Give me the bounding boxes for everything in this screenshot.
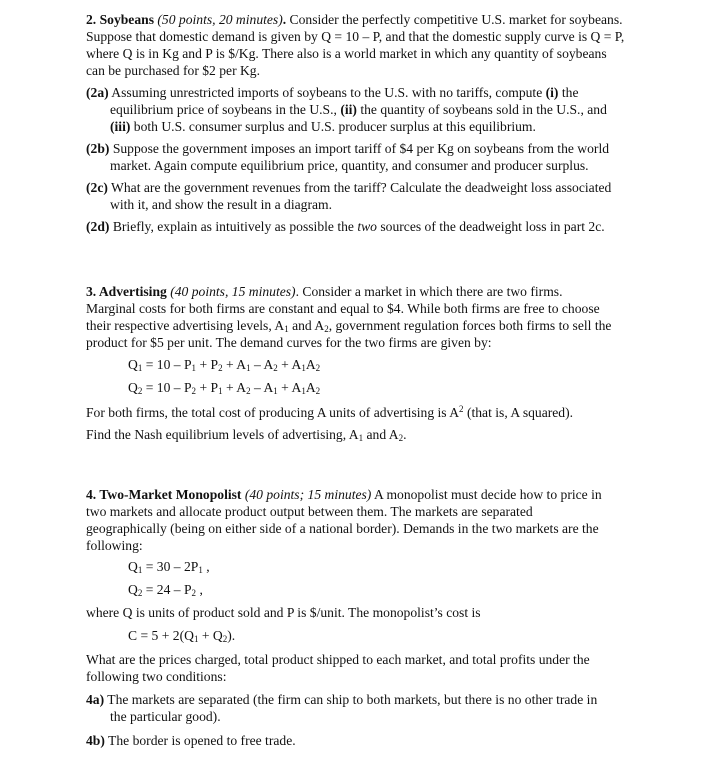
text-run: , government regulation forces both firms to sell the [328,318,612,333]
text-line [86,691,597,708]
text-line [86,486,602,503]
text-line [86,62,260,79]
text-line [110,157,589,174]
text-run: the quantity of soybeans sold in the U.S., and [356,102,607,117]
text-run: 1 [137,363,143,373]
text-run: 2 [398,433,404,443]
text-run: 1 [301,386,306,396]
text-run: Find the Nash equilibrium levels of advertising, A [86,427,359,442]
text-line [128,379,320,400]
text-run: 3. Advertising [86,284,171,299]
text-line [110,708,221,725]
text-run: + A [277,357,302,372]
text-line [128,627,235,648]
text-run: , [196,582,203,597]
text-line [128,581,203,602]
text-run: 1 [358,433,364,443]
text-run: 2 [315,363,321,373]
text-run: Q [128,357,138,372]
text-run: Q [128,582,138,597]
text-run: 2 [218,363,223,373]
text-run: market. Again compute equilibrium price, quantity, and consumer and producer surplus. [110,158,589,173]
text-line [86,140,609,157]
text-run: (iii) [110,119,131,134]
text-run: – A [250,357,274,372]
text-run: two markets and allocate product output between them. The markets are separated [86,504,533,519]
text-run: + A [222,357,247,372]
text-run: 1 [198,565,203,575]
text-line [86,84,578,101]
text-line [128,356,320,377]
text-line [86,401,573,421]
text-run: (that is, A squared). [463,405,574,420]
text-run: 2 [459,404,464,414]
text-run: C = 5 + 2(Q [128,628,194,643]
text-run: both U.S. consumer surplus and U.S. producer surplus at this equilibrium. [130,119,536,134]
text-run: = 30 – 2P [142,559,199,574]
text-line [86,283,562,300]
text-run: Assuming unrestricted imports of soybeans to the U.S. with no tariffs, compute [108,85,546,100]
text-line [86,537,143,554]
text-line [86,426,407,447]
text-run: Suppose the government imposes an import tariff of $4 per Kg on soybeans from the world [109,141,610,156]
text-run: . [282,12,287,27]
text-line [86,604,481,621]
text-line [110,101,607,118]
text-line [86,11,623,28]
text-run: 2 [222,634,228,644]
text-run: The markets are separated (the firm can ship to both markets, but there is no other trade in [104,692,598,707]
text-line [86,732,296,749]
text-run: Q [128,380,138,395]
text-run: (40 points, 15 minutes) [170,284,296,299]
text-line [110,196,332,213]
text-run: . [403,427,407,442]
text-run: where Q is in Kg and P is $/Kg. There also is a world market in which any quantity of soybeans [86,46,607,61]
text-run: 2 [324,324,329,334]
text-run: + P [196,357,219,372]
text-run: = 10 – P [142,380,192,395]
text-run: . Consider a market in which there are two firms. [295,284,563,299]
text-line [86,179,611,196]
text-run: 4b) [86,733,105,748]
text-run: Suppose that domestic demand is given by Q = 10 – P, and that the domestic supply curve is Q = P, [86,29,625,44]
text-run: = 24 – P [142,582,192,597]
text-run: 1 [193,634,199,644]
text-line [128,558,210,579]
text-run: = 10 – P [142,357,192,372]
text-run: the particular good). [110,709,221,724]
text-run: + P [196,380,219,395]
text-run: A monopolist must decide how to price in [371,487,602,502]
text-run: + A [222,380,247,395]
text-run: + Q [198,628,223,643]
text-run: – A [250,380,274,395]
text-run: (50 points, 20 minutes) [157,12,283,27]
text-run: 1 [246,363,251,373]
text-run: What are the government revenues from the tariff? Calculate the deadweight loss associated [107,180,612,195]
text-run: , [202,559,210,574]
text-run: and A [363,427,399,442]
text-run: 2 [191,588,197,598]
text-line [86,668,226,685]
text-run: (2b) [86,141,110,156]
text-run: 4a) [86,692,105,707]
text-run: 1 [273,386,278,396]
text-run: 2 [273,363,278,373]
text-run: sources of the deadweight loss in part 2c. [376,219,605,234]
text-run: + A [277,380,302,395]
text-line [86,218,605,235]
text-run: (40 points; 15 minutes) [244,487,372,502]
text-run: 2 [191,386,197,396]
text-run: and A [288,318,325,333]
text-run: (2a) [86,85,109,100]
text-run: Consider the perfectly competitive U.S. market for soybeans. [286,12,623,27]
text-run: the [558,85,579,100]
text-run: Marginal costs for both firms are constant and equal to $4. While both firms are free to choose [86,301,600,316]
text-run: A [305,357,316,372]
text-line [110,118,536,135]
text-run: (ii) [340,102,357,117]
text-run: For both firms, the total cost of producing A units of advertising is A [86,405,460,420]
text-line [86,520,599,537]
text-run: their respective advertising levels, A [86,318,285,333]
text-run: (2c) [86,180,108,195]
text-run: following two conditions: [86,669,227,684]
text-run: with it, and show the result in a diagram. [110,197,332,212]
text-run: 2. Soybeans [86,12,158,27]
text-line [86,28,624,45]
text-run: The border is opened to free trade. [104,733,296,748]
text-line [86,300,600,317]
text-run: 2 [246,386,251,396]
text-run: 1 [284,324,289,334]
text-run: can be purchased for $2 per Kg. [86,63,261,78]
text-run: following: [86,538,143,553]
text-run: where Q is units of product sold and P is $/unit. The monopolist’s cost is [86,605,481,620]
text-line [86,651,590,668]
text-run: 1 [191,363,197,373]
text-run: product for $5 per unit. The demand curves for the two firms are given by: [86,335,492,350]
text-run: 2 [137,588,143,598]
text-run: What are the prices charged, total product shipped to each market, and total profits under the [86,652,590,667]
text-run: (2d) [86,219,110,234]
text-run: equilibrium price of soybeans in the U.S., [110,102,341,117]
text-run: 2 [315,386,321,396]
text-run: (i) [545,85,559,100]
text-run: Q [128,559,138,574]
text-run: ). [227,628,236,643]
text-run: 1 [137,565,143,575]
text-line [86,503,533,520]
text-run: Briefly, explain as intuitively as possible the [109,219,358,234]
text-run: geographically (being on either side of a national border). Demands in the two markets are the [86,521,599,536]
text-run: A [305,380,316,395]
text-run: 1 [301,363,306,373]
text-line [86,45,607,62]
text-run: 4. Two-Market Monopolist [86,487,245,502]
text-line [86,334,492,351]
text-run: 2 [137,386,143,396]
text-run: two [357,219,377,234]
text-run: 1 [218,386,223,396]
